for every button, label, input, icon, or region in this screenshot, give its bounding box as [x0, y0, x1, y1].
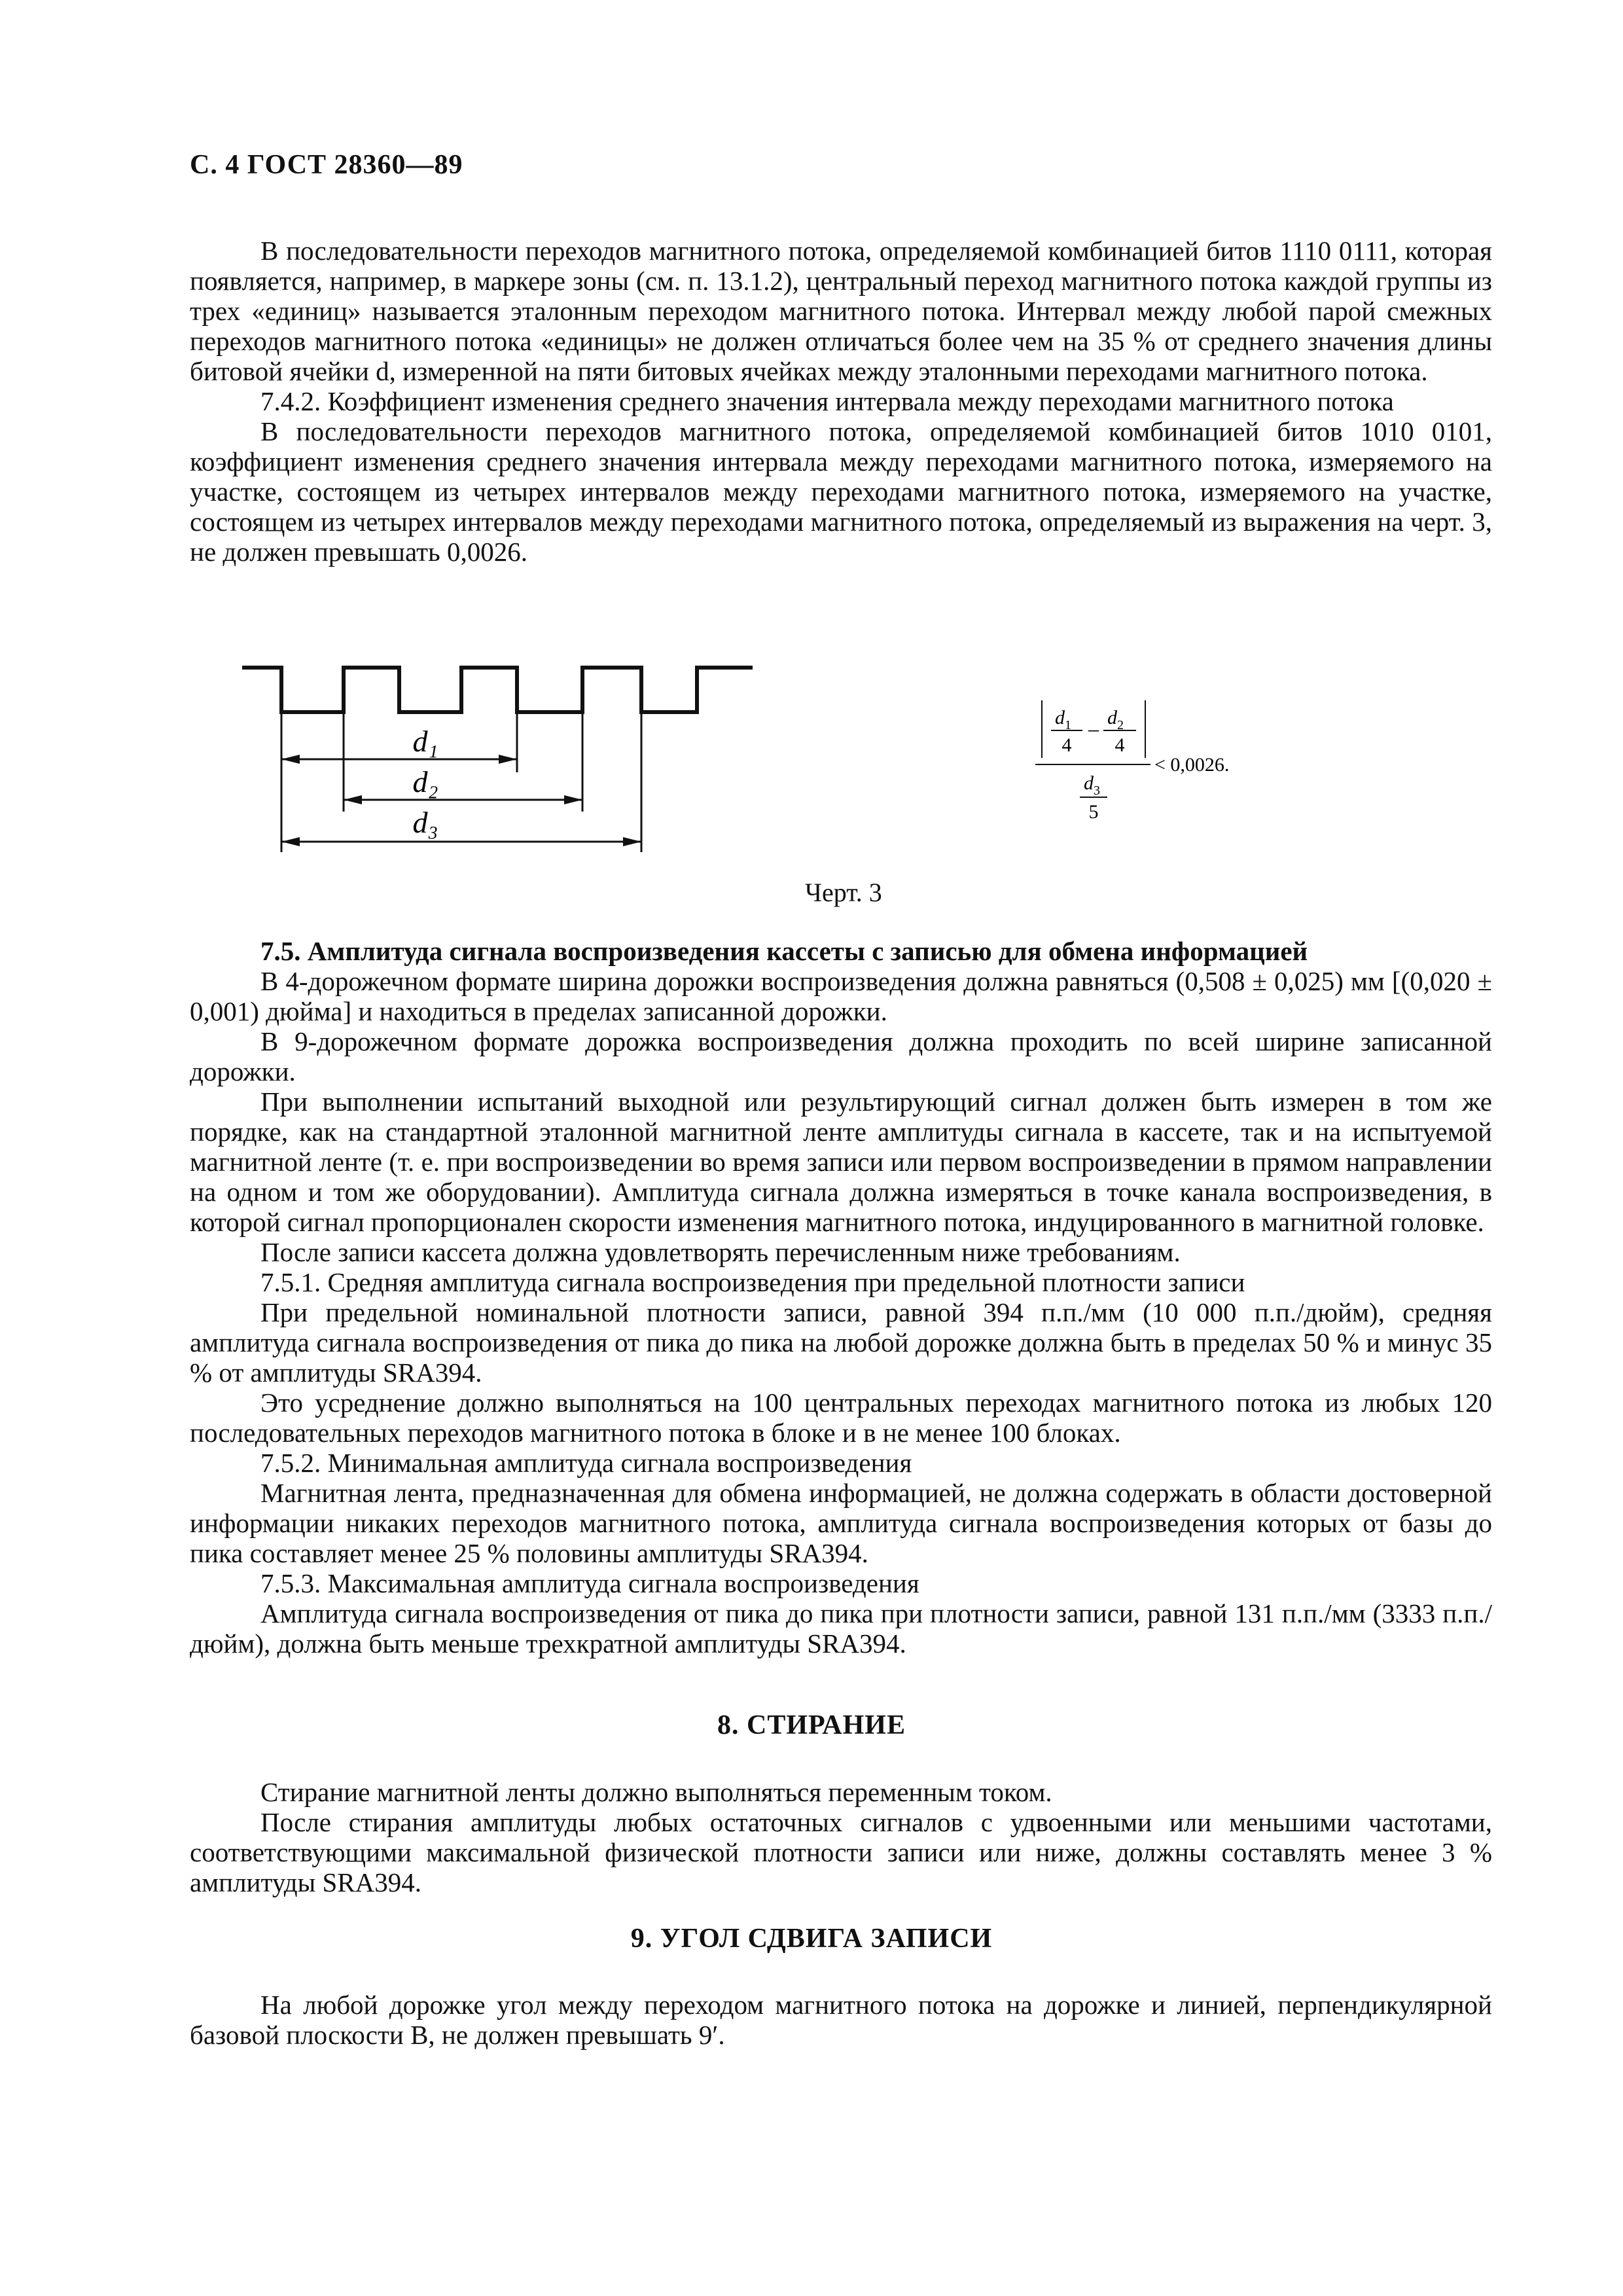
paragraph-minimum-amplitude: Магнитная лента, предназначенная для обмена информацией, не должна содержать в области достоверной информации никаких переходов магнитного потока, амплитуда сигнала воспроизведения которых от базы до пика составляет менее 25 % половины амплитуды SRA394.	[190, 1478, 1492, 1568]
formula-rhs: < 0,0026.	[1154, 754, 1230, 776]
dimension-label-d3: d₃	[412, 806, 438, 839]
formula-d2: $d_2$	[1107, 707, 1124, 732]
text-block-8	[190, 1777, 1492, 1897]
text-block-9	[190, 1990, 1492, 2050]
paragraph-test-procedure: При выполнении испытаний выходной или результирующий сигнал должен быть измерен в том же порядке, как на стандартной эталонной магнитной ленте амплитуды сигнала в кассете, так и на испытуемой магнитной ленте (т. е. при воспроизведении во время записи или первом воспроизведении в прямом направлении на одном и том же оборудовании). Амплитуда сигнала должна измеряться в точке канала воспроизведения, в которой сигнал пропорционален скорости изменения магнитного потока, индуцированного в магнитной головке.	[190, 1086, 1492, 1237]
paragraph-7-5-2-heading: 7.5.2. Минимальная амплитуда сигнала воспроизведения	[260, 1448, 912, 1478]
paragraph-7-5-1-heading: 7.5.1. Средняя амплитуда сигнала воспроизведения при предельной плотности записи	[260, 1267, 1245, 1297]
paragraph-9-track: В 9-дорожечном формате дорожка воспроизведения должна проходить по всей ширине записанной дорожки.	[190, 1026, 1492, 1086]
paragraph-after-recording: После записи кассета должна удовлетворять перечисленным ниже требованиям.	[260, 1237, 1181, 1267]
flux-waveform	[242, 668, 753, 712]
formula-d3: $d_3$	[1084, 772, 1100, 798]
paragraph-4-track: В 4-дорожечном формате ширина дорожки воспроизведения должна равняться (0,508 ± 0,025) мм [(0,020 ± 0,001) дюйма] и находиться в пределах записанной дорожки.	[190, 966, 1492, 1026]
paragraph-7-5-3-heading: 7.5.3. Максимальная амплитуда сигнала воспроизведения	[260, 1568, 919, 1598]
arrowhead-d2-left	[344, 795, 362, 804]
paragraph-variation-coefficient: В последовательности переходов магнитного потока, определяемой комбинацией битов 1010 0101, коэффициент изменения среднего значения интервала между переходами магнитного потока, измеряемого на участке, состоящем из четырех интервалов между переходами магнитного потока, измеряемого на участке, состоящем из четырех интервалов между переходами магнитного потока, определяемый из выражения на черт. 3, не должен превышать 0,0026.	[190, 416, 1492, 567]
paragraph-residual-signals: После стирания амплитуды любых остаточных сигналов с удвоенными или меньшими частотами, соответствующими максимальной физической плотности записи или ниже, должны составлять менее 3 % амплитуды SRA394.	[190, 1807, 1492, 1897]
arrowhead-d3-left	[281, 837, 300, 846]
arrowhead-d2-right	[564, 795, 582, 804]
arrowhead-d3-right	[623, 837, 641, 846]
formula-five: 5	[1088, 801, 1099, 823]
paragraph-maximum-amplitude: Амплитуда сигнала воспроизведения от пика до пика при плотности записи, равной 131 п.п./мм (3333 п.п./дюйм), должна быть меньше трехкратной амплитуды SRA394.	[190, 1598, 1492, 1659]
page-header: С. 4 ГОСТ 28360—89	[190, 150, 463, 180]
paragraph-average-amplitude: При предельной номинальной плотности записи, равной 394 п.п./мм (10 000 п.п./дюйм), средняя амплитуда сигнала воспроизведения от пика до пика на любой дорожке должна быть в пределах 50 % и минус 35 % от амплитуды SRA394.	[190, 1297, 1492, 1388]
paragraph-azimuth: На любой дорожке угол между переходом магнитного потока на дорожке и линией, перпендикулярной базовой плоскости B, не должен превышать 9′.	[190, 1990, 1492, 2050]
paragraph-averaging: Это усреднение должно выполняться на 100 центральных переходах магнитного потока из любых 120 последовательных переходов магнитного потока в блоке и в не менее 100 блоках.	[190, 1388, 1492, 1448]
text-block-7-4	[190, 236, 1492, 567]
waveform-figure	[236, 661, 759, 877]
paragraph-reference-transition: В последовательности переходов магнитного потока, определяемой комбинацией битов 1110 0111, которая появляется, например, в маркере зоны (см. п. 13.1.2), центральный переход магнитного потока каждой группы из трех «единиц» называется эталонным переходом магнитного потока. Интервал между любой парой смежных переходов магнитного потока «единицы» не должен отличаться более чем на 35 % от среднего значения длины битовой ячейки d, измеренной на пяти битовых ячейках между эталонными переходами магнитного потока.	[190, 236, 1492, 386]
formula-minus: –	[1088, 717, 1099, 740]
variation-formula	[1034, 694, 1309, 825]
arrowhead-d1-right	[499, 755, 517, 764]
dimension-label-d1: d₁	[412, 725, 438, 758]
section-8-title: 8. СТИРАНИЕ	[717, 1710, 906, 1740]
dimension-label-d2: d₂	[412, 765, 438, 798]
section-9-title: 9. УГОЛ СДВИГА ЗАПИСИ	[630, 1924, 993, 1954]
formula-four-a: 4	[1061, 734, 1072, 756]
text-block-7-5	[190, 936, 1492, 1659]
figure-caption: Черт. 3	[805, 878, 882, 907]
formula-d1: $d_1$	[1055, 707, 1071, 732]
paragraph-7-4-2-heading: 7.4.2. Коэффициент изменения среднего значения интервала между переходами магнитного потока	[260, 386, 1394, 416]
paragraph-erasure-ac: Стирание магнитной ленты должно выполняться переменным током.	[260, 1777, 1052, 1807]
arrowhead-d1-left	[281, 755, 300, 764]
formula-four-b: 4	[1115, 734, 1125, 756]
section-7-5-heading: 7.5. Амплитуда сигнала воспроизведения кассеты с записью для обмена информацией	[260, 936, 1308, 966]
